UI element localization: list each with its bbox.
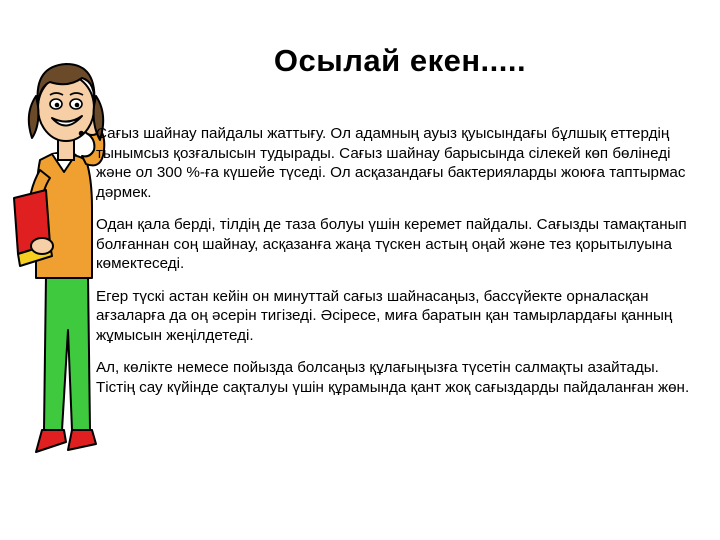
list-item	[78, 358, 698, 397]
slide-body	[78, 124, 698, 410]
paragraph-text: Егер түскі астан кейін он минуттай сағыз шайнасаңыз, бассүйекте орналасқан ағзаларға да оң әсерін тигізеді. Әсіресе, миға баратын қан тамырлардағы қанның жұмысын жеңілдетеді.	[96, 287, 673, 344]
paragraph-text: Сағыз шайнау пайдалы жаттығу. Ол адамның ауыз қуысындағы бұлшық еттердің тынымсыз қозғалысын тудырады. Сағыз шайнау барысында сілекей көп бөлінеді және ол 300 %-ға күшейе түседі. Ол асқазандағы бактерияларды жоюға таптырмас дәрмек.	[96, 125, 686, 201]
list-item	[78, 124, 698, 202]
bullet-icon	[78, 215, 96, 216]
bullet-icon	[78, 358, 96, 359]
list-item	[78, 287, 698, 346]
list-item	[78, 215, 698, 274]
slide-title: Осылай екен.....	[273, 43, 527, 78]
bullet-icon	[78, 287, 96, 288]
paragraph-text: Ал, көлікте немесе пойызда болсаңыз құлағыңызға түсетін салмақты азайтады. Тістің сау күйінде сақталуы үшін құрамында қант жоқ сағыздарды пайдаланған жөн.	[96, 359, 690, 396]
paragraph-text: Одан қала берді, тілдің де таза болуы үшін керемет пайдалы. Сағызды тамақтанып болғаннан соң шайнау, асқазанға жаңа түскен астың оңай және тез қорытылуына көмектеседі.	[96, 216, 687, 272]
bullet-icon: •	[78, 124, 85, 145]
